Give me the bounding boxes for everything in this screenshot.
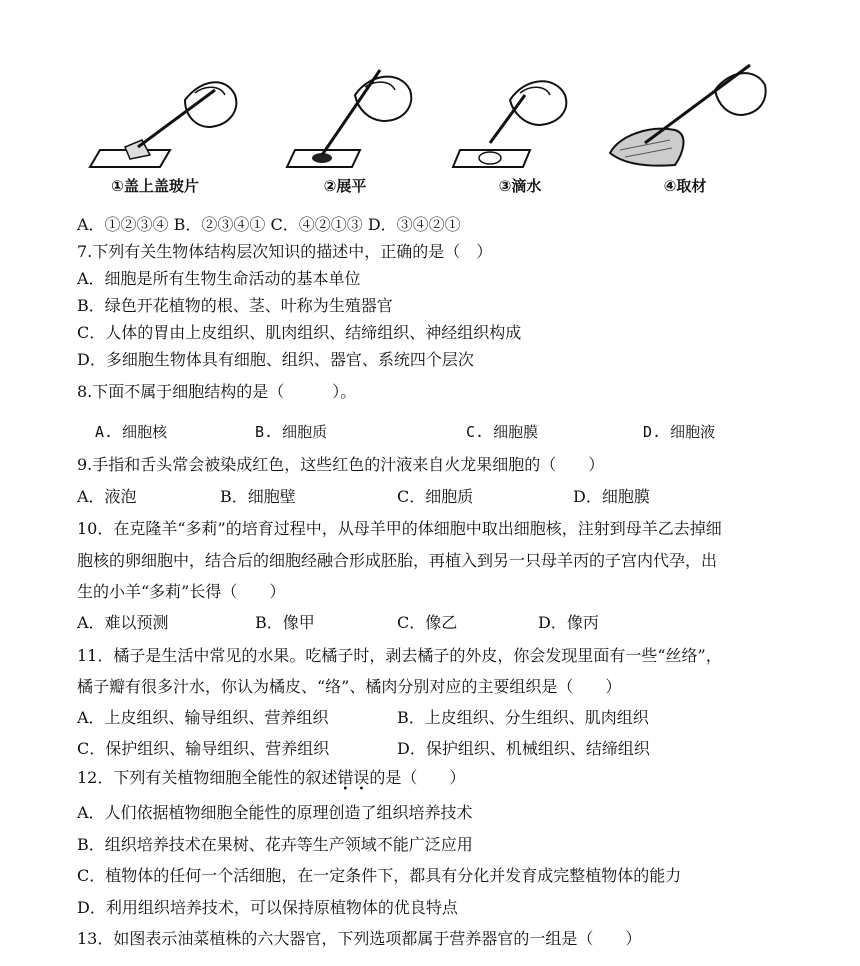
q11-option-a: A．上皮组织、输导组织、营养组织: [77, 708, 329, 727]
figure-label: 取材: [676, 177, 707, 195]
q13-stem: 13．如图表示油菜植株的六大器官，下列选项都属于营养器官的一组是（ ）: [77, 929, 642, 948]
q7-option-a: A．细胞是所有生物生命活动的基本单位: [77, 269, 361, 288]
figure-step-flatten: [260, 55, 430, 205]
q7-option-c: C．人体的胃由上皮组织、肌肉组织、结缔组织、神经组织构成: [77, 323, 522, 342]
q12-option-a: A．人们依据植物细胞全能性的原理创造了组织培养技术: [77, 803, 473, 822]
q12-stem-emphasis-2: 误 •: [353, 768, 370, 795]
q8-option-c: C. 细胞膜: [466, 423, 539, 441]
figure-label: 滴水: [511, 177, 542, 195]
q9-option-c: C．细胞质: [397, 487, 474, 506]
q12-stem-emphasis-1: 错 •: [337, 768, 354, 795]
cover-slip-illustration: [70, 55, 240, 175]
q8-option-b: B. 细胞质: [255, 423, 328, 441]
q10-stem-line3: 生的小羊“多莉”长得（ ）: [77, 582, 286, 601]
q11-stem-line1: 11．橘子是生活中常见的水果。吃橘子时，剥去橘子的外皮，你会发现里面有一些“丝络”，: [77, 646, 722, 665]
q10-stem-line1: 10．在克隆羊“多莉”的培育过程中，从母羊甲的体细胞中取出细胞核，注射到母羊乙去掉细: [77, 519, 722, 538]
q7-option-b: B．绿色开花植物的根、茎、叶称为生殖器官: [77, 296, 393, 315]
figure-num: ①: [111, 177, 124, 195]
q11-option-b: B．上皮组织、分生组织、肌肉组织: [397, 708, 649, 727]
q6-options: A．①②③④ B．②③④① C．④②①③ D．③④②①: [77, 215, 461, 234]
add-water-illustration: [435, 55, 605, 175]
q7-stem: 7.下列有关生物体结构层次知识的描述中，正确的是（ ）: [77, 242, 493, 261]
flatten-illustration: [260, 55, 430, 175]
q12-stem-pre: 12．下列有关植物细胞全能性的叙述: [77, 768, 338, 787]
q8-stem: 8.下面不属于细胞结构的是（ ）。: [77, 382, 357, 401]
figure-label: 盖上盖玻片: [123, 177, 199, 195]
figure-num: ④: [663, 177, 677, 195]
q9-option-b: B．细胞壁: [220, 487, 296, 506]
q8-option-a: A. 细胞核: [95, 423, 168, 441]
take-material-illustration: [600, 55, 770, 175]
q10-option-d: D．像丙: [538, 613, 599, 632]
q9-option-a: A．液泡: [77, 487, 137, 506]
q12-stem-post: 的是（ ）: [369, 768, 466, 787]
figure-label: 展平: [336, 177, 367, 195]
q11-option-c: C．保护组织、输导组织、营养组织: [77, 739, 330, 758]
q11-stem-line2: 橘子瓣有很多汁水，你认为橘皮、“络”、橘肉分别对应的主要组织是（ ）: [77, 677, 622, 696]
q12-option-c: C．植物体的任何一个活细胞，在一定条件下，都具有分化并发育成完整植物体的能力: [77, 866, 682, 885]
q11-option-d: D．保护组织、机械组织、结缔组织: [397, 739, 650, 758]
q10-option-b: B．像甲: [255, 613, 315, 632]
q8-option-d: D. 细胞液: [643, 423, 716, 441]
q10-option-a: A．难以预测: [77, 613, 169, 632]
q9-option-d: D．细胞膜: [573, 487, 650, 506]
slide-prep-figure: [70, 55, 770, 205]
figure-step-cover-slip: [70, 55, 240, 205]
q12-option-b: B．组织培养技术在果树、花卉等生产领域不能广泛应用: [77, 835, 473, 854]
figure-num: ③: [498, 177, 512, 195]
q10-option-c: C．像乙: [397, 613, 458, 632]
q12-stem: [77, 767, 466, 795]
q10-stem-line2: 胞核的卵细胞中，结合后的细胞经融合形成胚胎，再植入到另一只母羊丙的子宫内代孕，出: [77, 551, 718, 570]
q7-option-d: D．多细胞生物体具有细胞、组织、器官、系统四个层次: [77, 350, 474, 369]
q12-option-d: D．利用组织培养技术，可以保持原植物体的优良特点: [77, 898, 458, 917]
figure-step-take-material: [600, 55, 770, 205]
q9-stem: 9.手指和舌头常会被染成红色，这些红色的汁液来自火龙果细胞的（ ）: [77, 455, 605, 474]
figure-num: ②: [323, 177, 337, 195]
figure-step-add-water: [435, 55, 605, 205]
